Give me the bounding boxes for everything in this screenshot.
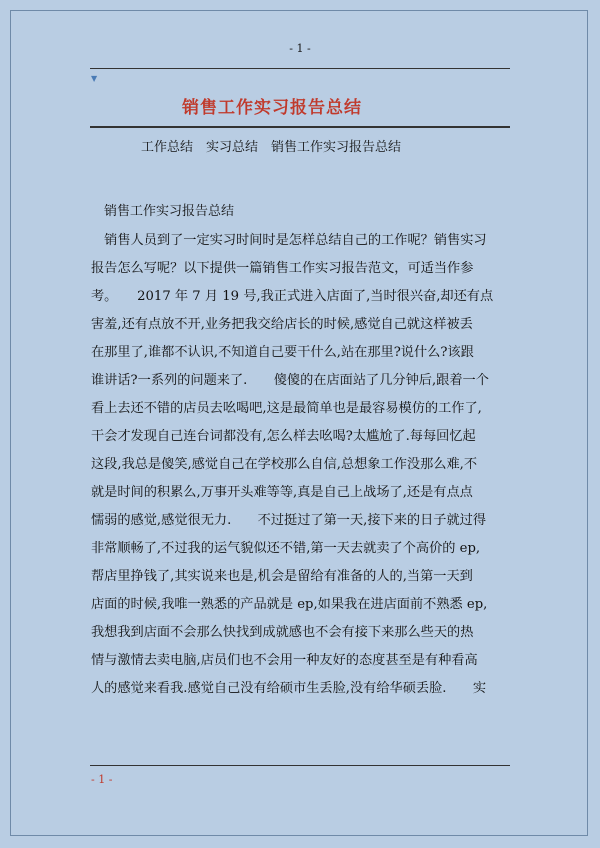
title-rule xyxy=(90,126,510,128)
body-line: 干会才发现自己连台词都没有,怎么样去吆喝?太尴尬了.每每回忆起 xyxy=(91,429,476,444)
section-heading: 销售工作实习报告总结 xyxy=(104,204,235,219)
footer-rule xyxy=(90,765,510,766)
body-line: 害羞,还有点放不开,业务把我交给店长的时候,感觉自己就这样被丢 xyxy=(91,317,473,332)
body-line: 情与激情去卖电脑,店员们也不会用一种友好的态度甚至是有种看高 xyxy=(91,653,478,668)
document-tags: 工作总结 实习总结 销售工作实习报告总结 xyxy=(141,140,402,155)
body-line: 销售人员到了一定实习时间时是怎样总结自己的工作呢？销售实习 xyxy=(91,233,487,248)
bullet-mark-icon: ▼ xyxy=(91,74,98,83)
footer-page-number: - 1 - xyxy=(91,773,113,786)
body-line: 人的感觉来看我.感觉自己没有给硕市生丢脸,没有给华硕丢脸. 实 xyxy=(91,681,487,696)
body-line: 报告怎么写呢？以下提供一篇销售工作实习报告范文，可适当作参 xyxy=(91,261,474,276)
header-rule xyxy=(90,68,510,69)
body-line: 我想我到店面不会那么快找到成就感也不会有接下来那么些天的热 xyxy=(91,625,474,640)
body-line: 懦弱的感觉,感觉很无力. 不过挺过了第一天,接下来的日子就过得 xyxy=(91,513,487,528)
body-line: 这段,我总是傻笑,感觉自己在学校那么自信,总想象工作没那么难,不 xyxy=(91,457,478,472)
body-line: 在那里了,谁都不认识,不知道自己要干什么,站在那里?说什么?该跟 xyxy=(91,345,474,360)
body-line: 就是时间的积累么,万事开头难等等,真是自己上战场了,还是有点点 xyxy=(91,485,473,500)
body-line: 看上去还不错的店员去吆喝吧,这是最简单也是最容易模仿的工作了, xyxy=(91,401,482,416)
body-line: 谁讲话?一系列的问题来了. 傻傻的在店面站了几分钟后,跟着一个 xyxy=(91,373,489,388)
body-text xyxy=(91,227,511,703)
body-line: 帮店里挣钱了,其实说来也是,机会是留给有准备的人的,当第一天到 xyxy=(91,569,473,584)
body-line: 非常顺畅了,不过我的运气貌似还不错,第一天去就卖了个高价的 ep, xyxy=(91,541,481,556)
body-line: 考。 2017 年 7 月 19 号,我正式进入店面了,当时很兴奋,却还有点 xyxy=(91,289,494,304)
body-line: 店面的时候,我唯一熟悉的产品就是 ep,如果我在进店面前不熟悉 ep, xyxy=(91,597,488,612)
header-page-number: - 1 - xyxy=(289,42,311,55)
document-title: 销售工作实习报告总结 xyxy=(182,98,362,118)
